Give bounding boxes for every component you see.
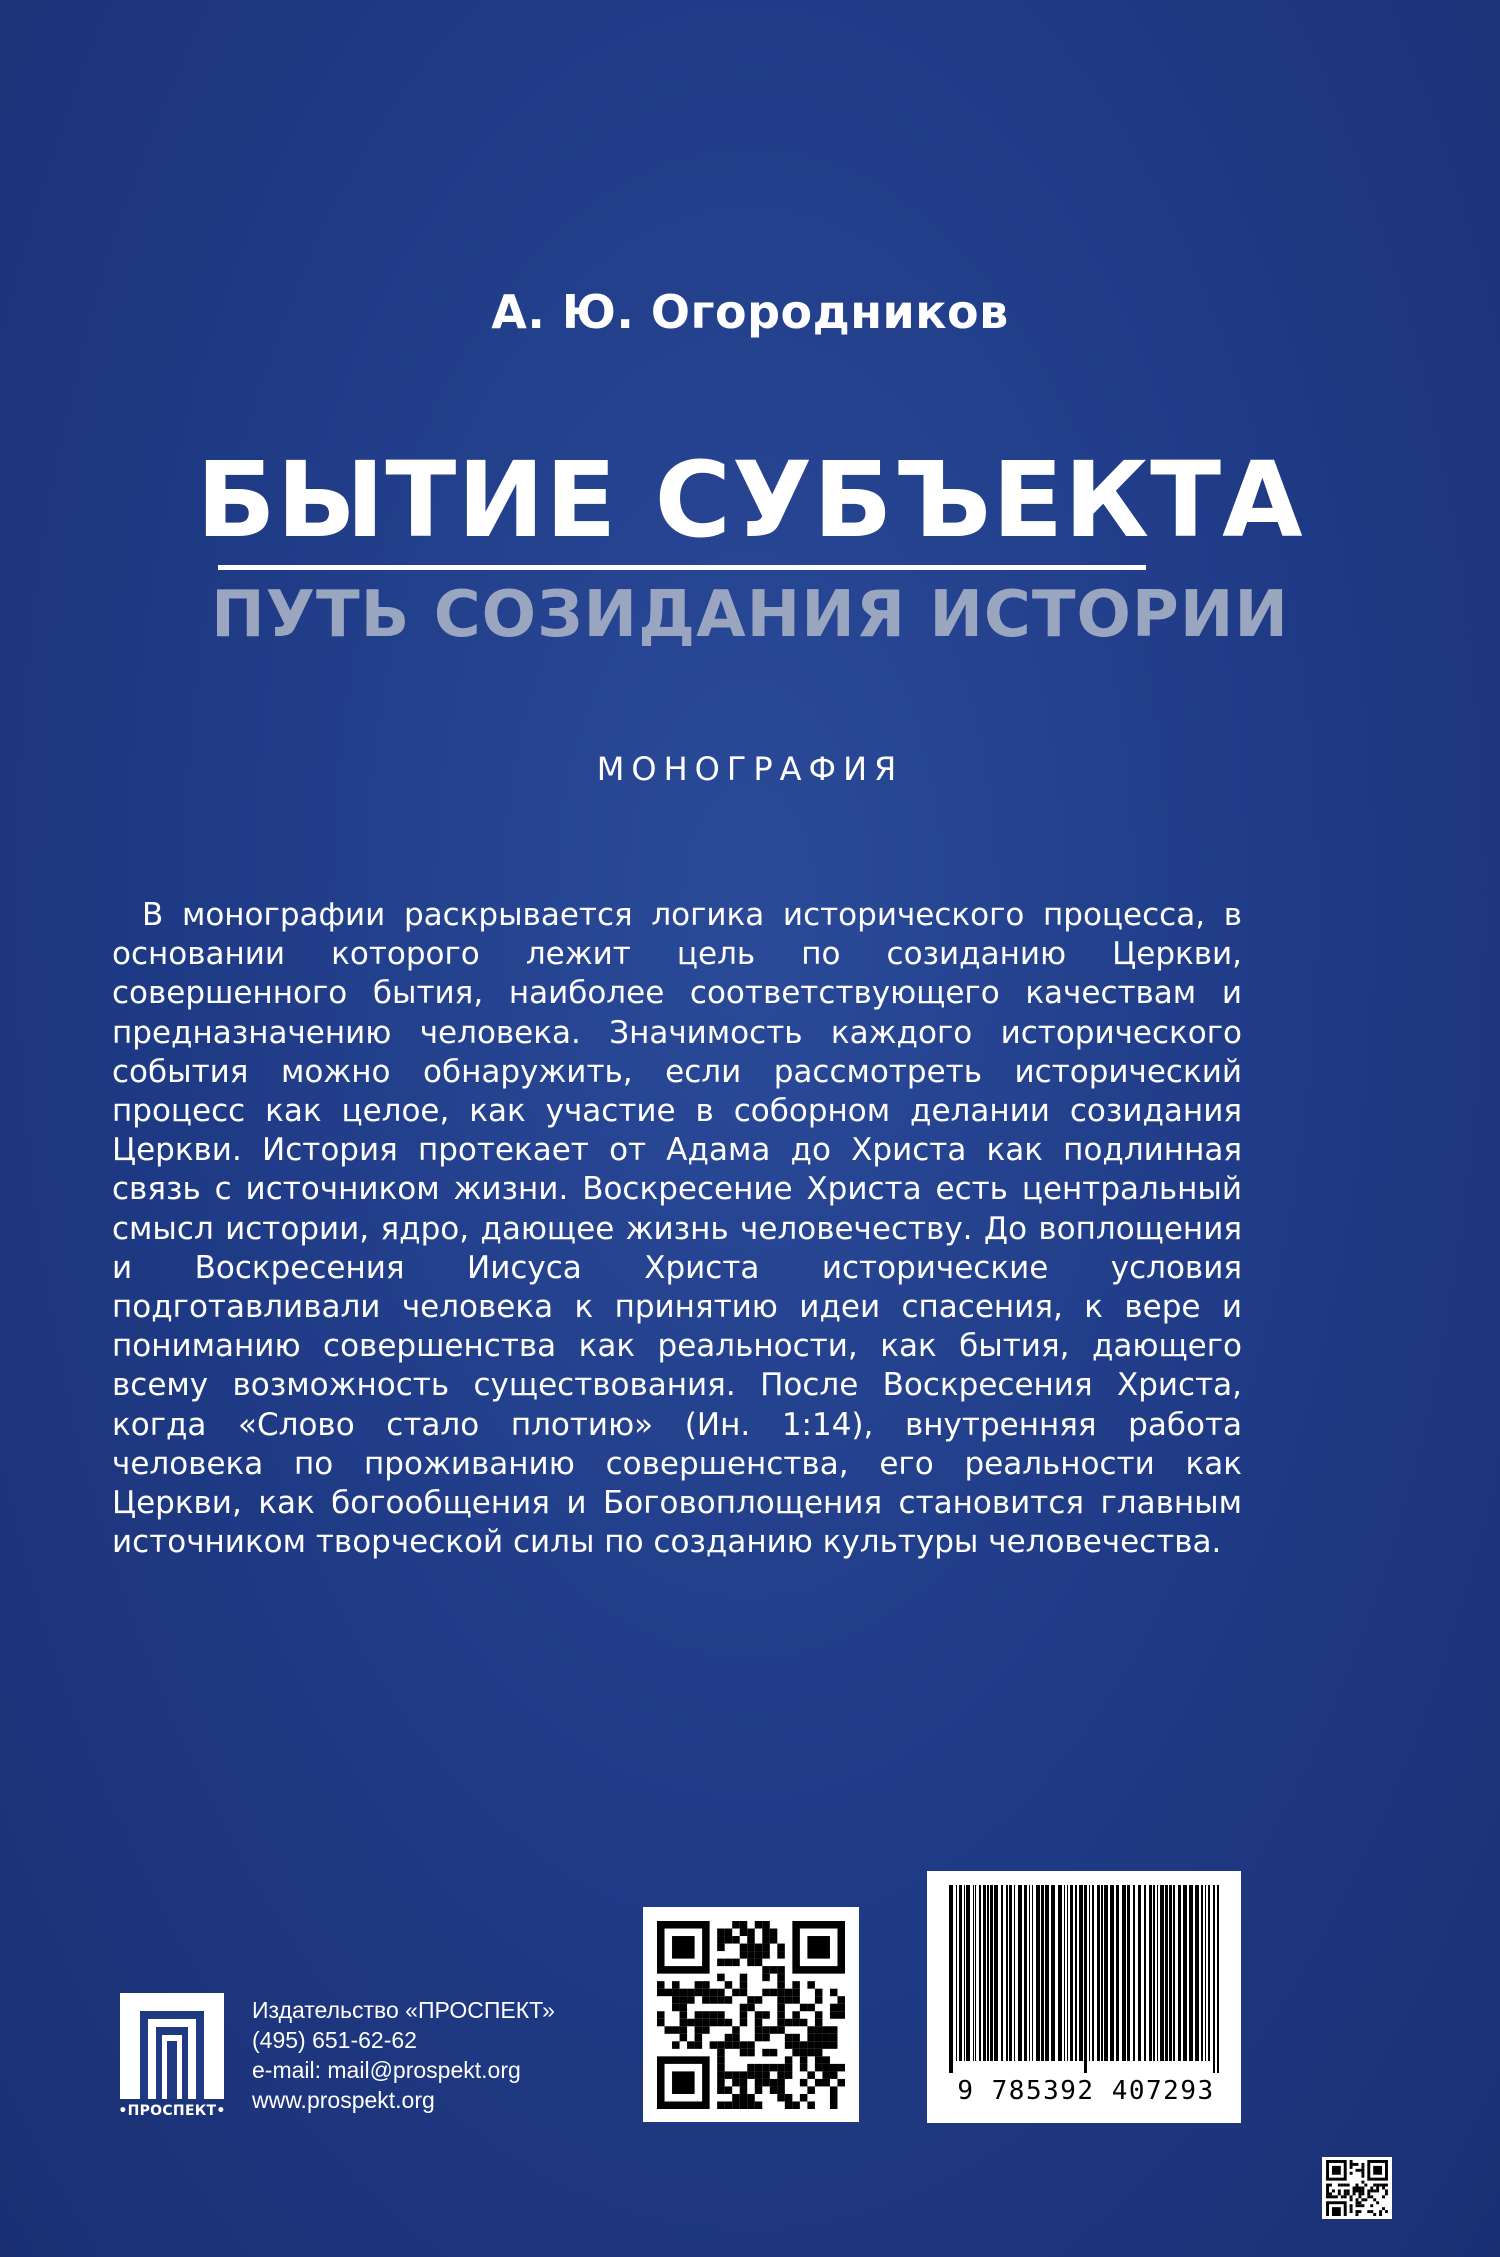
isbn-barcode (927, 1871, 1241, 2123)
genre-label: МОНОГРАФИЯ (596, 750, 904, 788)
publisher-logo (112, 1985, 232, 2135)
author-name: А. Ю. Огородников (491, 285, 1009, 339)
publisher-website[interactable]: www.prospekt.org (252, 2087, 435, 2113)
publisher-email[interactable]: e-mail: mail@prospekt.org (252, 2057, 521, 2083)
book-title: БЫТИЕ СУБЪЕКТА (196, 439, 1304, 561)
book-subtitle: ПУТЬ СОЗИДАНИЯ ИСТОРИИ (211, 578, 1289, 652)
qr-code-icon (657, 1921, 845, 2109)
isbn-number: 9 785392 407293 (957, 2076, 1215, 2106)
publisher-phone: (495) 651-62-62 (252, 2027, 417, 2053)
prospekt-logo-icon (112, 1985, 232, 2103)
small-qr-code (1322, 2157, 1392, 2219)
small-qr-code-icon (1326, 2160, 1388, 2216)
qr-code (643, 1907, 859, 2122)
publisher-name: Издательство «ПРОСПЕКТ» (252, 1997, 555, 2023)
book-abstract: В монографии раскрывается логика исторического процесса, в основании которого лежит цель по созиданию Церкви, совершенного бытия, наиболее соответствующего качествам и предназначению человека. Значимость каждого исторического события можно обнаружить, если рассмотреть исторический процесс как целое, как участие в соборном делании созидания Церкви. История протекает от Адама до Христа как подлинная связь с источником жизни. Воскресение Христа есть центральный смысл истории, ядро, дающее жизнь человечеству. До воплощения и Воскресения Иисуса Христа исторические условия подготавливали человека к принятию идеи спасения, к вере и пониманию совершенства как реальности, как бытия, дающего всему возможность существования. После Воскресения Христа, когда «Слово стало плотию» (Ин. 1:14), внутренняя работа человека по проживанию совершенства, его реальности как Церкви, как богообщения и Боговоплощения становится главным источником творческой силы по созданию культуры человечества. (112, 897, 1242, 1561)
barcode-icon (949, 1885, 1219, 2073)
publisher-logo-text: •ПРОСПЕКТ• (118, 2103, 226, 2119)
publisher-contacts (252, 1995, 555, 2115)
